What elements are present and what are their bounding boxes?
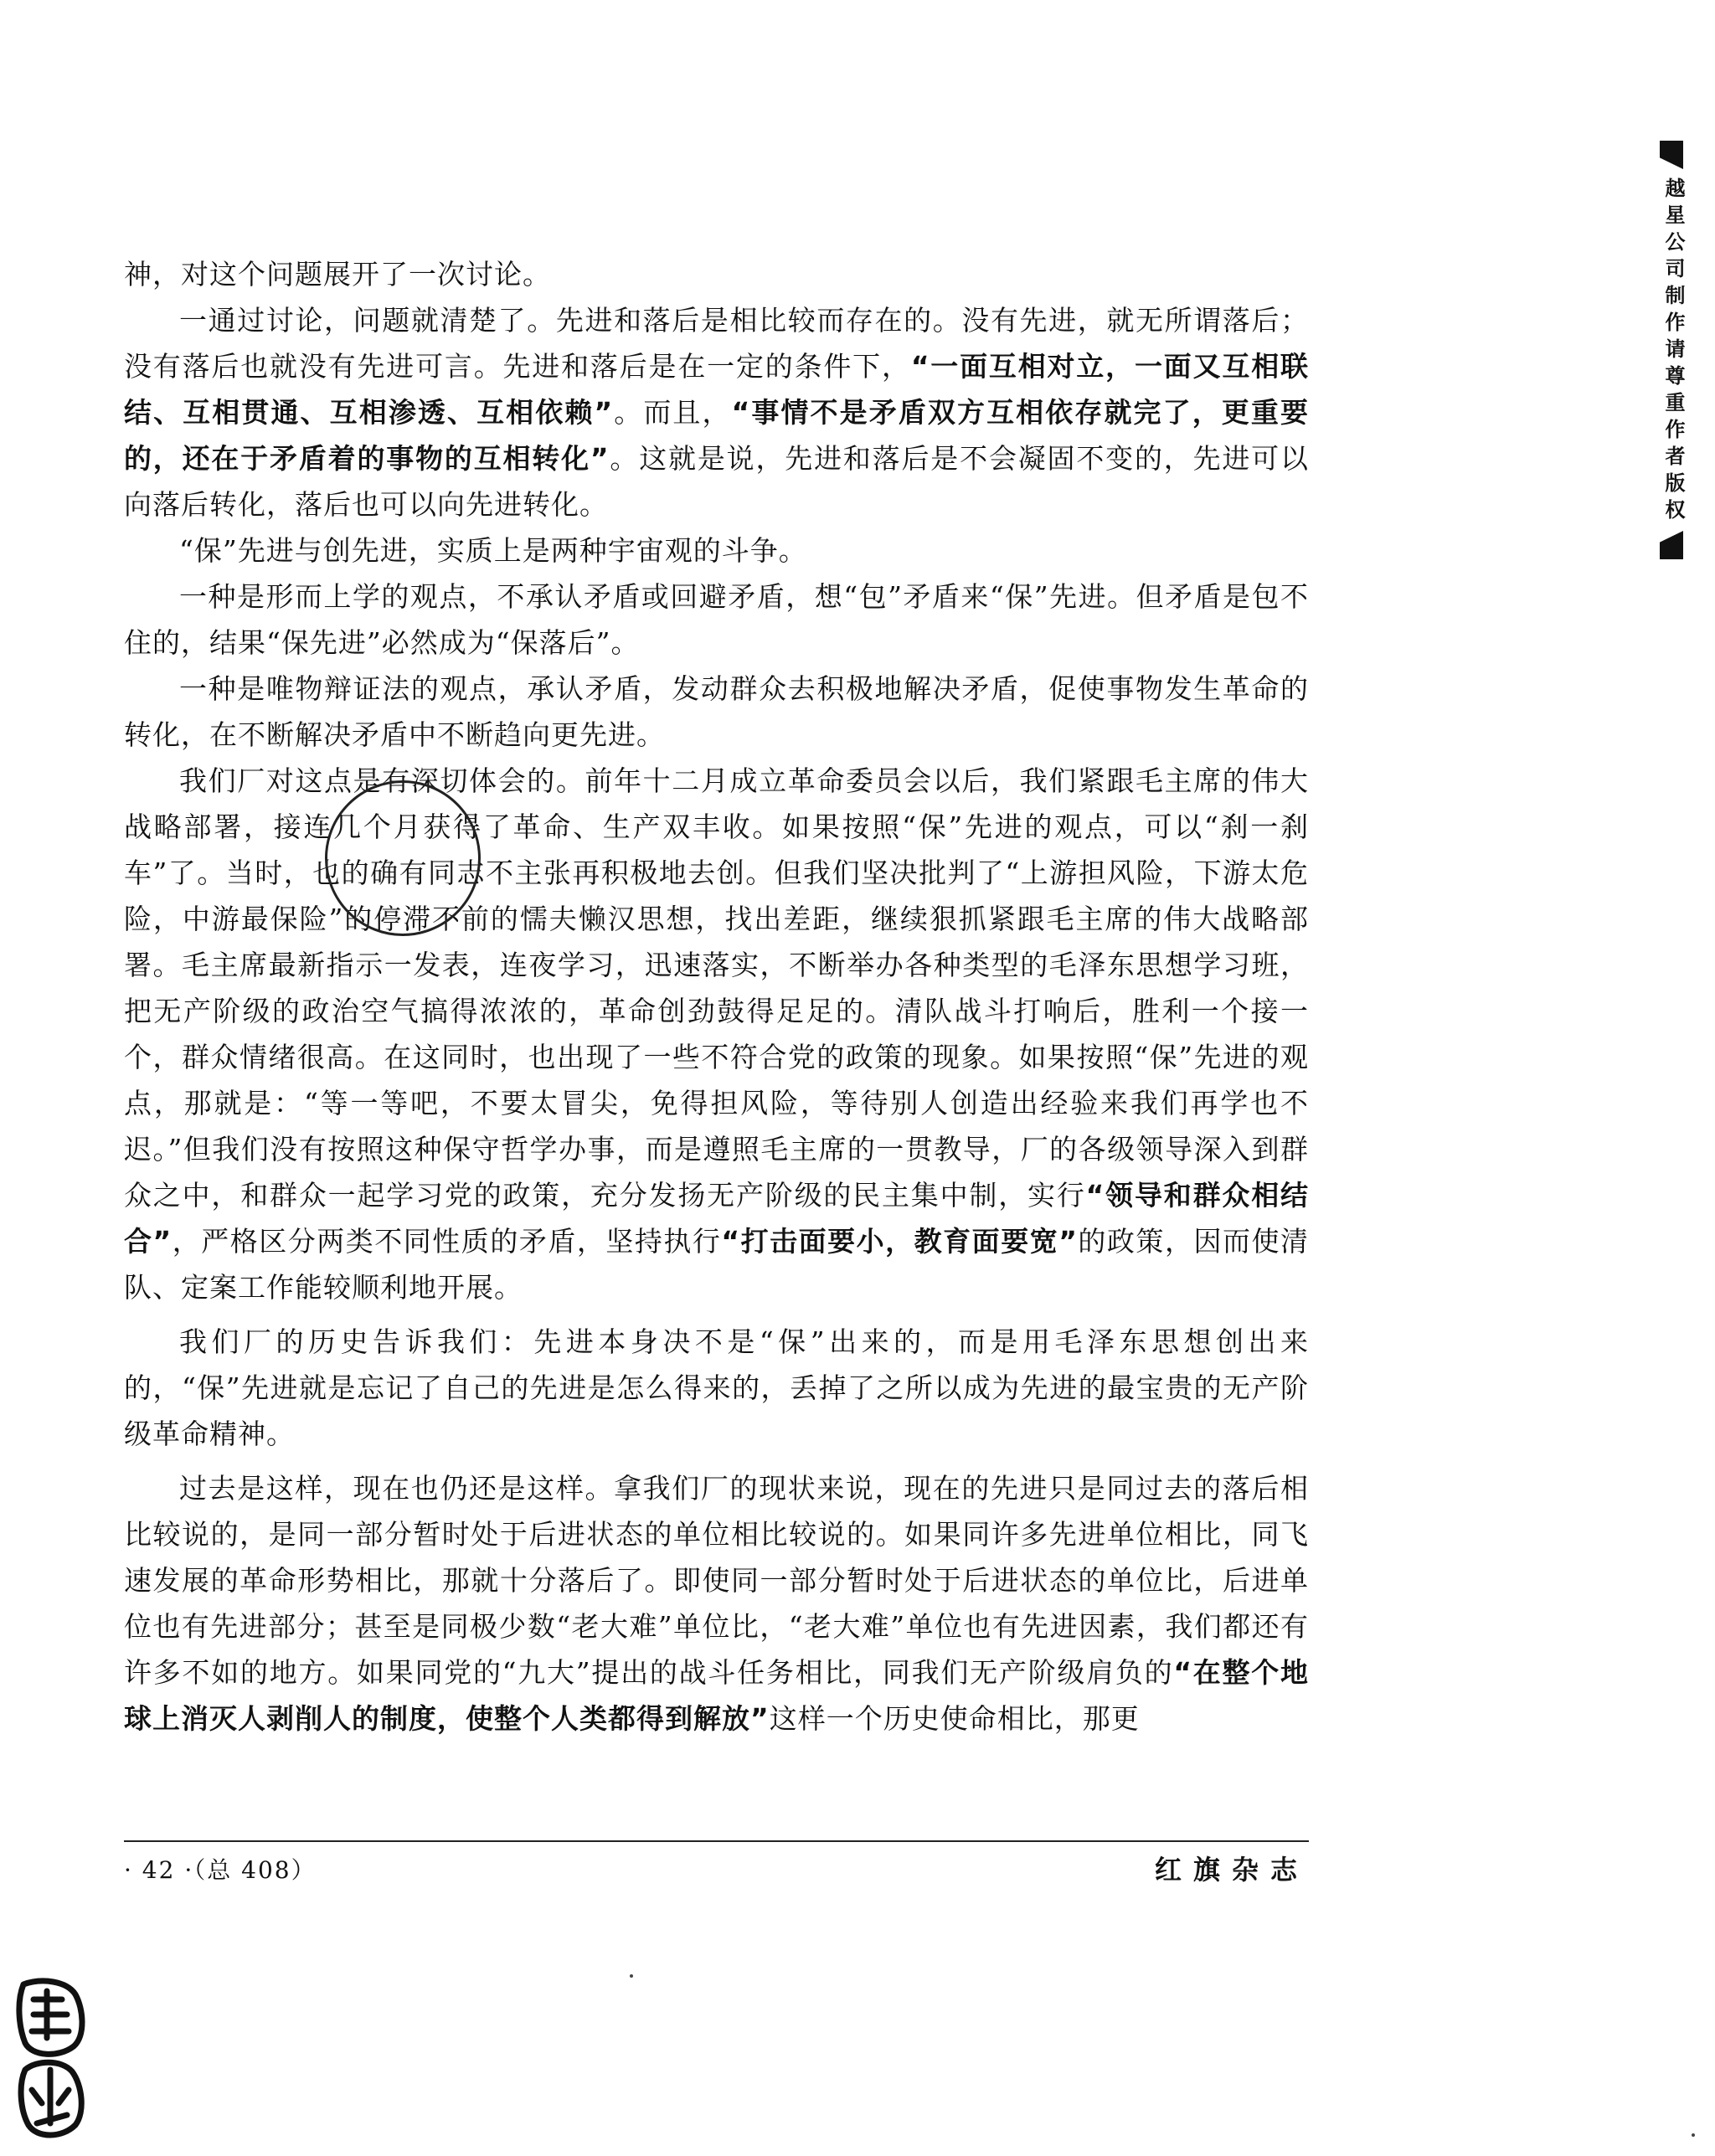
emphasized-quote: “在整个地球上消灭人剥削人的制度，使整个人类都得到解放” bbox=[124, 1656, 1309, 1735]
text-run: 过去是这样，现在也仍还是这样。拿我们厂的现状来说，现在的先进只是同过去的落后相比较说的，是同一部分暂时处于后进状态的单位相比较说的。如果同许多先进单位相比，同飞速发展的革命形势相比，那就十分落后了。即使同一部分暂时处于后进状态的单位比，后进单位也有先进部分；甚至是同极少数“老大难”单位比，“老大难”单位也有先进因素，我们都还有许多不如的地方。如果同党的“九大”提出的战斗任务相比，同我们无产阶级肩负的 bbox=[124, 1472, 1309, 1689]
paragraph bbox=[124, 297, 1309, 527]
page-number: · 42 ·（总 408） bbox=[124, 1856, 317, 1884]
paragraph bbox=[124, 1319, 1309, 1457]
circle-stamp-mark bbox=[325, 780, 481, 936]
emphasized-quote: “一面互相对立，一面又互相联结、互相贯通、互相渗透、互相依赖” bbox=[124, 350, 1309, 429]
text-run: 一通过讨论，问题就清楚了。先进和落后是相比较而存在的。没有先进，就无所谓落后；没有落后也就没有先进可言。先进和落后是在一定的条件下， bbox=[124, 304, 1309, 383]
paragraph bbox=[124, 1465, 1309, 1742]
seal-glyph-top bbox=[19, 1981, 82, 2054]
emphasized-quote: “事情不是矛盾双方互相依存就完了，更重要的，还在于矛盾着的事物的互相转化” bbox=[124, 396, 1309, 475]
paragraph bbox=[124, 666, 1309, 758]
footer-divider bbox=[124, 1840, 1309, 1842]
text-run: 神，对这个问题展开了一次讨论。 bbox=[124, 258, 551, 291]
seal-stamp bbox=[8, 1976, 92, 2143]
text-run: 。而且， bbox=[613, 396, 732, 429]
copyright-notice-text: 越星公司制作请尊重作者版权 bbox=[1661, 178, 1685, 526]
paragraph bbox=[124, 527, 1309, 574]
notice-bar-top bbox=[1660, 141, 1683, 169]
text-run: ，严格区分两类不同性质的矛盾，坚持执行 bbox=[172, 1225, 722, 1258]
text-run: 的政策，因而使清队、定案工作能较顺利地开展。 bbox=[124, 1225, 1309, 1304]
article-body bbox=[124, 251, 1309, 1742]
notice-bar-bottom bbox=[1660, 531, 1683, 559]
text-run: 一种是形而上学的观点，不承认矛盾或回避矛盾，想“包”矛盾来“保”先进。但矛盾是包不住的，结果“保先进”必然成为“保落后”。 bbox=[124, 580, 1309, 659]
paragraph bbox=[124, 758, 1309, 1310]
journal-name: 红旗杂志 bbox=[1154, 1854, 1309, 1886]
seal-glyph-bottom bbox=[21, 2062, 81, 2135]
text-run: 一种是唯物辩证法的观点，承认矛盾，发动群众去积极地解决矛盾，促使事物发生革命的转化，在不断解决矛盾中不断趋向更先进。 bbox=[124, 672, 1309, 751]
scan-speck bbox=[630, 1974, 633, 1978]
paragraph bbox=[124, 251, 1309, 297]
emphasized-quote: “领导和群众相结合” bbox=[124, 1179, 1309, 1258]
paragraph bbox=[124, 574, 1309, 666]
text-run: 我们厂的历史告诉我们：先进本身决不是“保”出来的，而是用毛泽东思想创出来的，“保”先进就是忘记了自己的先进是怎么得来的，丢掉了之所以成为先进的最宝贵的无产阶级革命精神。 bbox=[124, 1325, 1309, 1450]
text-run: 我们厂对这点是有深切体会的。前年十二月成立革命委员会以后，我们紧跟毛主席的伟大战略部署，接连几个月获得了革命、生产双丰收。如果按照“保”先进的观点，可以“刹一刹车”了。当时，也的确有同志不主张再积极地去创。但我们坚决批判了“上游担风险，下游太危险，中游最保险”的停滞不前的懦夫懒汉思想，找出差距，继续狠抓紧跟毛主席的伟大战略部署。毛主席最新指示一发表，连夜学习，迅速落实，不断举办各种类型的毛泽东思想学习班，把无产阶级的政治空气搞得浓浓的，革命创劲鼓得足足的。清队战斗打响后，胜利一个接一个，群众情绪很高。在这同时，也出现了一些不符合党的政策的现象。如果按照“保”先进的观点，那就是：“等一等吧，不要太冒尖，免得担风险，等待别人创造出经验来我们再学也不迟。”但我们没有按照这种保守哲学办事，而是遵照毛主席的一贯教导，厂的各级领导深入到群众之中，和群众一起学习党的政策，充分发扬无产阶级的民主集中制，实行 bbox=[124, 764, 1309, 1212]
copyright-notice bbox=[1660, 141, 1690, 559]
scan-speck bbox=[1692, 2133, 1695, 2137]
text-run: 这样一个历史使命相比，那更 bbox=[769, 1702, 1140, 1735]
emphasized-quote: “打击面要小，教育面要宽” bbox=[721, 1225, 1078, 1258]
text-run: “保”先进与创先进，实质上是两种宇宙观的斗争。 bbox=[179, 534, 807, 567]
text-run: 。这就是说，先进和落后是不会凝固不变的，先进可以向落后转化，落后也可以向先进转化。 bbox=[124, 442, 1309, 521]
